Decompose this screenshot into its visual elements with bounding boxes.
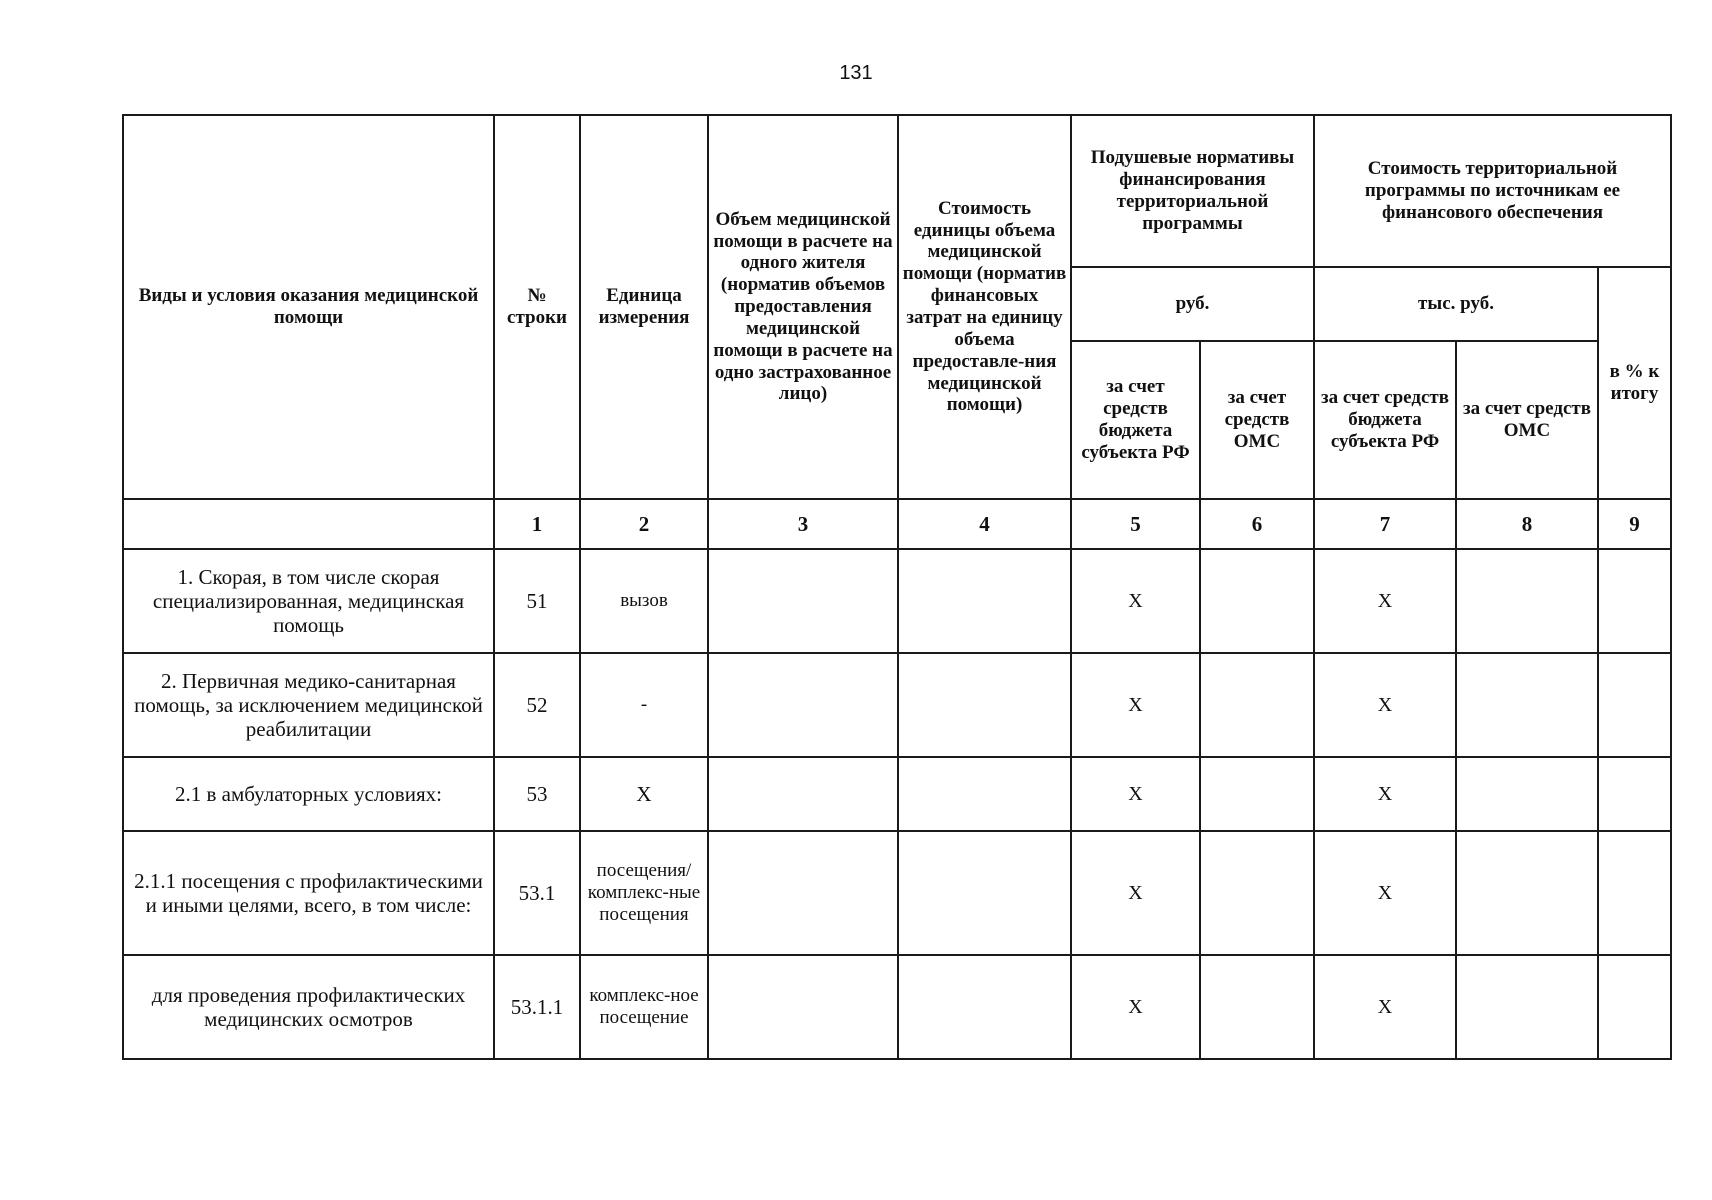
row-oms-thous [1456, 831, 1598, 955]
row-unit-cost [898, 757, 1071, 831]
row-oms-thous [1456, 955, 1598, 1059]
header-volume: Объем медицинской помощи в расчете на одного жителя (норматив объемов предоставления медицинской помощи в расчете на одно застрахованное лицо) [708, 115, 898, 499]
row-name: 2.1.1 посещения с профилактическими и иными целями, всего, в том числе: [123, 831, 494, 955]
column-number: 2 [580, 499, 708, 549]
column-number: 5 [1071, 499, 1200, 549]
column-number-blank [123, 499, 494, 549]
row-unit: вызов [580, 549, 708, 653]
funding-table [122, 114, 1672, 1060]
table-row [123, 653, 1671, 757]
row-budget-rf-thous: Х [1314, 757, 1456, 831]
header-unit-cost: Стоимость единицы объема медицинской помощи (норматив финансовых затрат на единицу объема предоставле-ния медицинской помощи) [898, 115, 1071, 499]
column-number: 4 [898, 499, 1071, 549]
row-percent [1598, 831, 1671, 955]
header-thous-rub: тыс. руб. [1314, 267, 1598, 341]
table-row [123, 955, 1671, 1059]
column-number: 8 [1456, 499, 1598, 549]
row-budget-rf-rub: Х [1071, 831, 1200, 955]
column-number: 9 [1598, 499, 1671, 549]
header-unit: Единица измерения [580, 115, 708, 499]
header-percent-total: в % к итогу [1598, 267, 1671, 499]
header-rub: руб. [1071, 267, 1314, 341]
row-name: 1. Скорая, в том числе скорая специализированная, медицинская помощь [123, 549, 494, 653]
row-oms-rub [1200, 549, 1314, 653]
header-budget-rf-thous: за счет средств бюджета субъекта РФ [1314, 341, 1456, 499]
row-budget-rf-thous: Х [1314, 653, 1456, 757]
column-number: 6 [1200, 499, 1314, 549]
row-oms-rub [1200, 831, 1314, 955]
row-budget-rf-thous: Х [1314, 831, 1456, 955]
row-line-number: 53.1 [494, 831, 580, 955]
row-name: для проведения профилактических медицинских осмотров [123, 955, 494, 1059]
row-unit-cost [898, 549, 1071, 653]
table-row [123, 549, 1671, 653]
row-percent [1598, 757, 1671, 831]
page-number: 131 [839, 62, 873, 84]
row-percent [1598, 653, 1671, 757]
header-budget-rf-rub: за счет средств бюджета субъекта РФ [1071, 341, 1200, 499]
row-volume [708, 653, 898, 757]
row-line-number: 53.1.1 [494, 955, 580, 1059]
header-oms-thous: за счет средств ОМС [1456, 341, 1598, 499]
row-name: 2.1 в амбулаторных условиях: [123, 757, 494, 831]
row-budget-rf-rub: Х [1071, 549, 1200, 653]
row-unit: посещения/ комплекс-ные посещения [580, 831, 708, 955]
row-unit: комплекс-ное посещение [580, 955, 708, 1059]
row-budget-rf-rub: Х [1071, 955, 1200, 1059]
row-percent [1598, 549, 1671, 653]
column-number: 1 [494, 499, 580, 549]
header-line-no: № строки [494, 115, 580, 499]
header-per-capita: Подушевые нормативы финансирования территориальной программы [1071, 115, 1314, 267]
row-volume [708, 955, 898, 1059]
row-unit-cost [898, 653, 1071, 757]
row-percent [1598, 955, 1671, 1059]
row-oms-rub [1200, 955, 1314, 1059]
column-number: 7 [1314, 499, 1456, 549]
table-row [123, 757, 1671, 831]
row-oms-rub [1200, 757, 1314, 831]
row-unit-cost [898, 955, 1071, 1059]
row-volume [708, 831, 898, 955]
row-oms-rub [1200, 653, 1314, 757]
row-line-number: 53 [494, 757, 580, 831]
table-row [123, 831, 1671, 955]
row-oms-thous [1456, 549, 1598, 653]
header-program-cost: Стоимость территориальной программы по источникам ее финансового обеспечения [1314, 115, 1671, 267]
row-budget-rf-rub: Х [1071, 653, 1200, 757]
row-unit: - [580, 653, 708, 757]
row-budget-rf-thous: Х [1314, 955, 1456, 1059]
row-budget-rf-thous: Х [1314, 549, 1456, 653]
row-oms-thous [1456, 757, 1598, 831]
row-line-number: 52 [494, 653, 580, 757]
row-name: 2. Первичная медико-санитарная помощь, за исключением медицинской реабилитации [123, 653, 494, 757]
header-kind: Виды и условия оказания медицинской помощи [123, 115, 494, 499]
row-volume [708, 757, 898, 831]
row-unit-cost [898, 831, 1071, 955]
header-oms-rub: за счет средств ОМС [1200, 341, 1314, 499]
row-unit: Х [580, 757, 708, 831]
row-volume [708, 549, 898, 653]
column-number: 3 [708, 499, 898, 549]
row-line-number: 51 [494, 549, 580, 653]
row-oms-thous [1456, 653, 1598, 757]
row-budget-rf-rub: Х [1071, 757, 1200, 831]
